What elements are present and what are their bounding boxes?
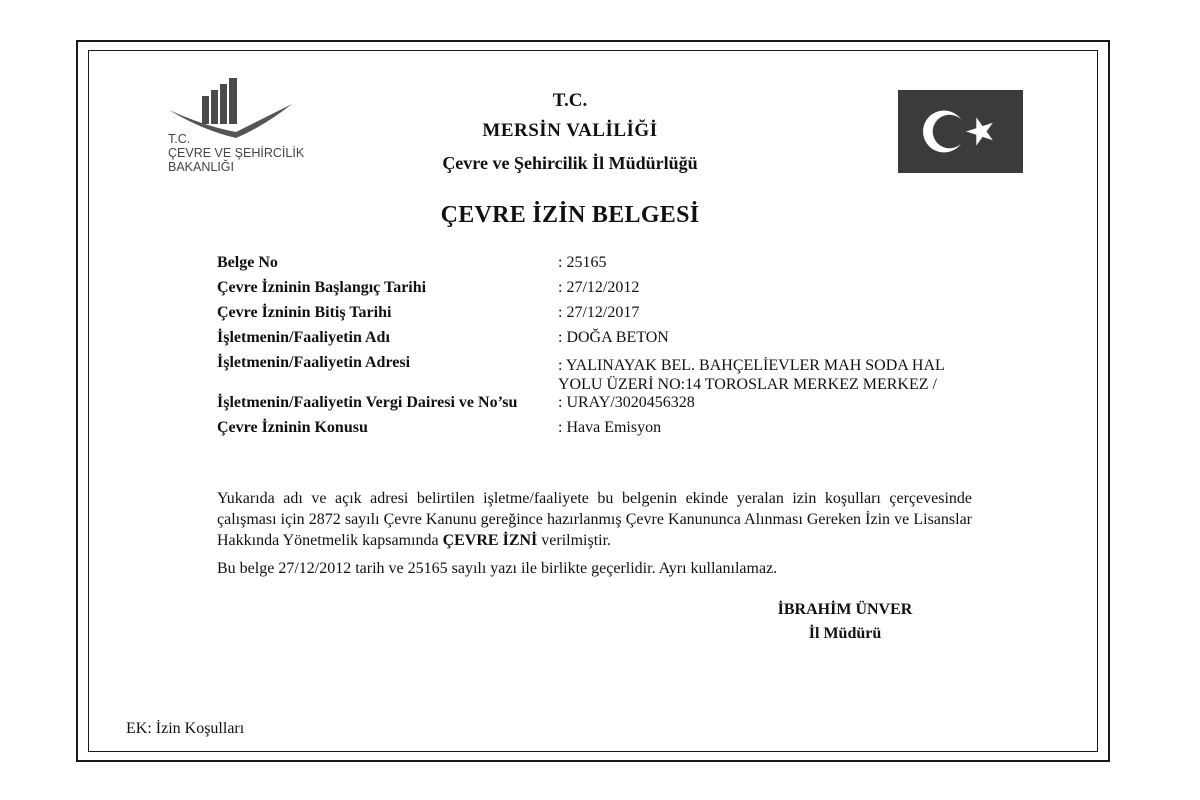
statement-text: Yukarıda adı ve açık adresi belirtilen işletme/faaliyete bu belgenin ekinde yeralan izin koşulları çerçevesinde çalışması için 2872 sayılı Çevre Kanunu gereğince hazırlanmış Çevre Kanununca Alınması Gereken İzin ve Lisanslar Hakkında Yönetmelik kapsamında [217,490,972,549]
field-value: : 27/12/2017 [558,304,640,321]
field-value-address [558,356,945,394]
signer-name: İBRAHİM ÜNVER [777,601,913,618]
turkish-flag-icon [898,90,1023,173]
field-value: : 27/12/2012 [558,279,640,296]
field-label: İşletmenin/Faaliyetin Adresi [217,354,411,371]
logo-tc-text: T.C. [168,132,191,146]
ministry-logo [164,74,314,186]
signature-block [760,598,930,646]
field-value: : 25165 [558,254,607,271]
document-header [400,88,740,178]
logo-ministry-text: ÇEVRE VE ŞEHİRCİLİK [168,146,305,160]
statement-emphasis: ÇEVRE İZNİ [442,532,538,549]
field-value: : DOĞA BETON [558,329,669,346]
field-label: Belge No [217,254,278,271]
address-line-2: YOLU ÜZERİ NO:14 TOROSLAR MERKEZ MERKEZ / [558,376,937,393]
header-governorship: MERSİN VALİLİĞİ [482,120,658,141]
field-label: İşletmenin/Faaliyetin Vergi Dairesi ve No’su [217,394,518,411]
header-tc: T.C. [552,90,588,111]
field-value: : Hava Emisyon [558,419,662,436]
permit-statement [217,488,972,551]
signer-title: İl Müdürü [808,625,882,642]
field-label: İşletmenin/Faaliyetin Adı [217,329,390,346]
document-title: ÇEVRE İZİN BELGESİ [440,202,700,228]
header-directorate: Çevre ve Şehircilik İl Müdürlüğü [442,153,698,173]
field-label: Çevre İzninin Konusu [217,419,368,436]
validity-note: Bu belge 27/12/2012 tarih ve 25165 sayılı yazı ile birlikte geçerlidir. Ayrı kullanılamaz. [217,560,778,577]
field-label: Çevre İzninin Başlangıç Tarihi [217,279,427,296]
logo-bakanligi-text: BAKANLIĞI [168,160,234,174]
statement-text-end: verilmiştir. [537,532,612,549]
address-line-1: : YALINAYAK BEL. BAHÇELİEVLER MAH SODA HAL [558,357,945,374]
field-value: : URAY/3020456328 [558,394,695,411]
annex-note: EK: İzin Koşulları [126,720,245,737]
field-label: Çevre İzninin Bitiş Tarihi [217,304,392,321]
